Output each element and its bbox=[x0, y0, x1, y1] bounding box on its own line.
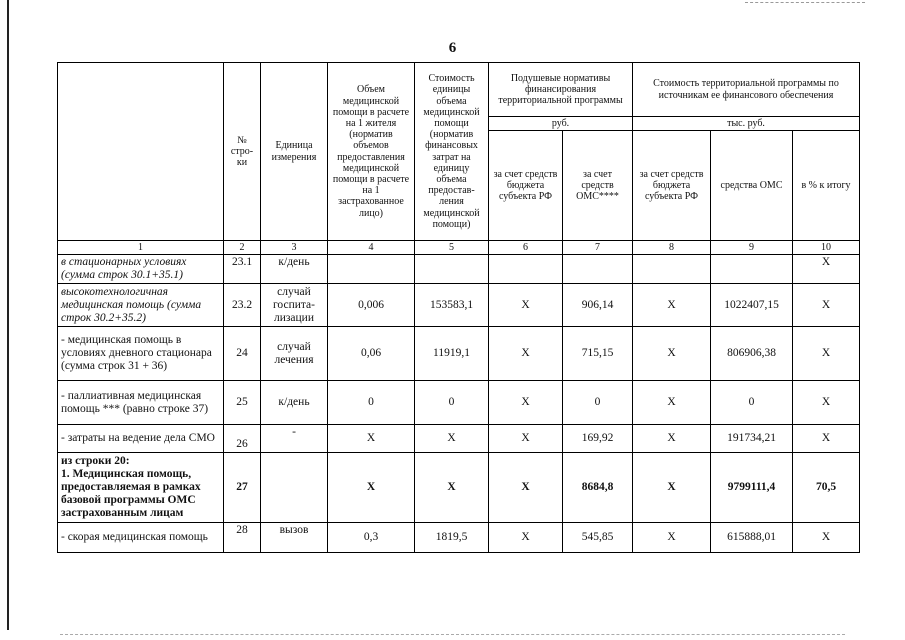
row-name: из строки 20: 1. Медицинская помощь, предоставляемая в рамках базовой программы ОМС застрахованным лицам bbox=[58, 453, 224, 523]
program-cost-table bbox=[57, 62, 860, 553]
row-name: - паллиативная медицинская помощь *** (равно строке 37) bbox=[58, 381, 224, 425]
header-unit: Единица измерения bbox=[261, 63, 328, 241]
row-percent: X bbox=[793, 284, 860, 327]
row-number: 23.1 bbox=[224, 255, 261, 284]
row-budget-rf bbox=[489, 255, 563, 284]
header-territorial-cost: Стоимость территориальной программы по источникам ее финансового обеспечения bbox=[633, 63, 860, 117]
row-name: высокотехнологичная медицинская помощь (сумма строк 30.2+35.2) bbox=[58, 284, 224, 327]
row-volume: 0,3 bbox=[328, 523, 415, 553]
row-percent: X bbox=[793, 381, 860, 425]
column-number: 5 bbox=[415, 241, 489, 255]
row-cost: 153583,1 bbox=[415, 284, 489, 327]
row-budget-rf-2: X bbox=[633, 425, 711, 453]
row-budget-rf: X bbox=[489, 381, 563, 425]
row-oms-only bbox=[711, 255, 793, 284]
row-number: 25 bbox=[224, 381, 261, 425]
row-name: - затраты на ведение дела СМО bbox=[58, 425, 224, 453]
row-percent: X bbox=[793, 523, 860, 553]
row-name: - скорая медицинская помощь bbox=[58, 523, 224, 553]
row-percent: X bbox=[793, 255, 860, 284]
row-oms-funds: 0 bbox=[563, 381, 633, 425]
row-budget-rf-2: X bbox=[633, 381, 711, 425]
header-thous-rub: тыс. руб. bbox=[633, 117, 860, 131]
row-oms-only: 191734,21 bbox=[711, 425, 793, 453]
row-cost: 0 bbox=[415, 381, 489, 425]
table-row bbox=[58, 327, 860, 381]
row-budget-rf-2: X bbox=[633, 453, 711, 523]
row-oms-funds: 715,15 bbox=[563, 327, 633, 381]
row-percent: 70,5 bbox=[793, 453, 860, 523]
row-percent: X bbox=[793, 327, 860, 381]
row-volume: 0,06 bbox=[328, 327, 415, 381]
row-unit bbox=[261, 453, 328, 523]
row-oms-only: 1022407,15 bbox=[711, 284, 793, 327]
row-budget-rf: X bbox=[489, 523, 563, 553]
row-volume: 0 bbox=[328, 381, 415, 425]
header-percent-total: в % к итогу bbox=[793, 131, 860, 241]
row-oms-funds: 169,92 bbox=[563, 425, 633, 453]
row-unit: к/день bbox=[261, 255, 328, 284]
row-oms-only: 806906,38 bbox=[711, 327, 793, 381]
row-oms-only: 615888,01 bbox=[711, 523, 793, 553]
row-number: 26 bbox=[224, 425, 261, 453]
row-volume: X bbox=[328, 425, 415, 453]
header-oms-only: средства ОМС bbox=[711, 131, 793, 241]
table-row bbox=[58, 425, 860, 453]
row-budget-rf: X bbox=[489, 425, 563, 453]
row-cost: X bbox=[415, 453, 489, 523]
row-cost: X bbox=[415, 425, 489, 453]
header-budget-rf-2: за счет средств бюджета субъекта РФ bbox=[633, 131, 711, 241]
row-oms-funds: 906,14 bbox=[563, 284, 633, 327]
header-budget-rf: за счет средств бюджета субъекта РФ bbox=[489, 131, 563, 241]
column-number: 7 bbox=[563, 241, 633, 255]
row-number: 23.2 bbox=[224, 284, 261, 327]
page-left-edge bbox=[7, 0, 9, 630]
table-row bbox=[58, 284, 860, 327]
row-cost: 1819,5 bbox=[415, 523, 489, 553]
column-number: 4 bbox=[328, 241, 415, 255]
header-oms-funds: за счет средств ОМС**** bbox=[563, 131, 633, 241]
row-unit: случай лечения bbox=[261, 327, 328, 381]
row-budget-rf-2: X bbox=[633, 284, 711, 327]
row-volume: X bbox=[328, 453, 415, 523]
table-row bbox=[58, 255, 860, 284]
column-number: 9 bbox=[711, 241, 793, 255]
table-row bbox=[58, 381, 860, 425]
column-number: 8 bbox=[633, 241, 711, 255]
row-budget-rf: X bbox=[489, 327, 563, 381]
header-row-no: № стро-ки bbox=[224, 63, 261, 241]
row-oms-funds: 8684,8 bbox=[563, 453, 633, 523]
row-number: 24 bbox=[224, 327, 261, 381]
column-number: 1 bbox=[58, 241, 224, 255]
row-volume bbox=[328, 255, 415, 284]
row-number: 28 bbox=[224, 523, 261, 553]
row-budget-rf-2: X bbox=[633, 523, 711, 553]
page-bottom-mark bbox=[60, 634, 845, 636]
row-percent: X bbox=[793, 425, 860, 453]
row-budget-rf: X bbox=[489, 284, 563, 327]
header-name-cell bbox=[58, 63, 224, 241]
row-budget-rf: X bbox=[489, 453, 563, 523]
row-name: - медицинская помощь в условиях дневного стационара (сумма строк 31 + 36) bbox=[58, 327, 224, 381]
row-cost: 11919,1 bbox=[415, 327, 489, 381]
row-unit: вызов bbox=[261, 523, 328, 553]
row-volume: 0,006 bbox=[328, 284, 415, 327]
row-unit: случай госпита-лизации bbox=[261, 284, 328, 327]
page-top-mark bbox=[745, 2, 865, 4]
header-per-capita: Подушевые нормативы финансирования территориальной программы bbox=[489, 63, 633, 117]
column-number: 2 bbox=[224, 241, 261, 255]
row-cost bbox=[415, 255, 489, 284]
row-number: 27 bbox=[224, 453, 261, 523]
column-number: 3 bbox=[261, 241, 328, 255]
row-name: в стационарных условиях (сумма строк 30.1+35.1) bbox=[58, 255, 224, 284]
row-oms-funds bbox=[563, 255, 633, 284]
table-row bbox=[58, 453, 860, 523]
row-oms-only: 0 bbox=[711, 381, 793, 425]
row-budget-rf-2 bbox=[633, 255, 711, 284]
header-cost: Стоимость единицы объема медицинской помощи (норматив финансовых затрат на единицу объема предостав-ления медицинской помощи) bbox=[415, 63, 489, 241]
table-row bbox=[58, 523, 860, 553]
row-oms-funds: 545,85 bbox=[563, 523, 633, 553]
column-number: 10 bbox=[793, 241, 860, 255]
row-unit: к/день bbox=[261, 381, 328, 425]
row-unit: - bbox=[261, 425, 328, 453]
header-volume: Объем медицинской помощи в расчете на 1 жителя (норматив объемов предоставления медицинской помощи в расчете на 1 застрахованное лицо) bbox=[328, 63, 415, 241]
page-number: 6 bbox=[448, 40, 457, 56]
row-oms-only: 9799111,4 bbox=[711, 453, 793, 523]
column-number: 6 bbox=[489, 241, 563, 255]
header-rub: руб. bbox=[489, 117, 633, 131]
row-budget-rf-2: X bbox=[633, 327, 711, 381]
